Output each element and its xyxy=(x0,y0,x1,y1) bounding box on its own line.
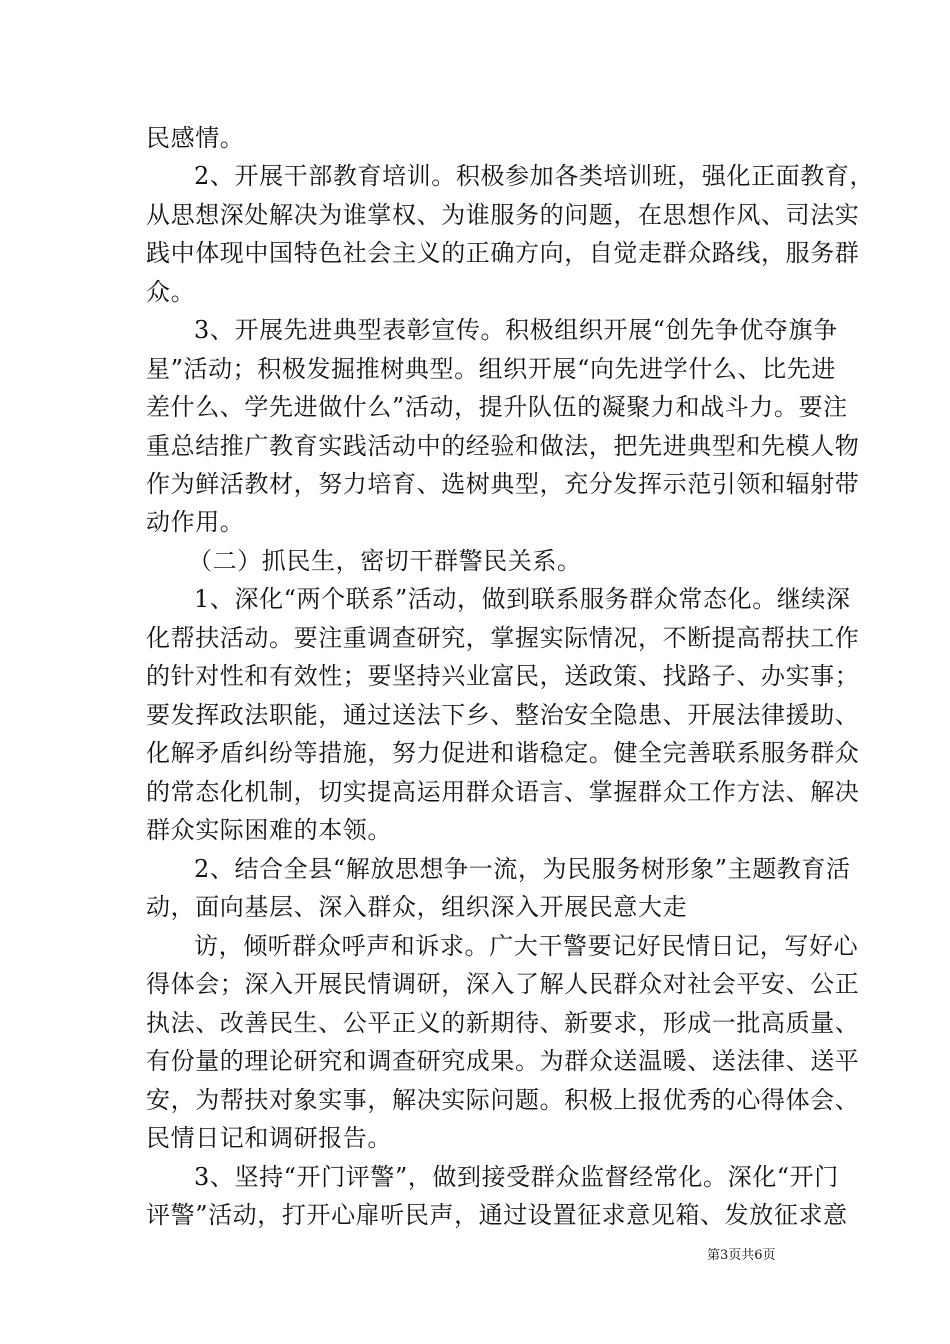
section-heading: （二）抓民生，密切干群警民关系。 xyxy=(188,547,582,575)
text-line: 作为鲜活教材，努力培育、选树典型，充分发挥示范引领和辐射带 xyxy=(146,470,860,498)
text-line: 民情日记和调研报告。 xyxy=(146,1124,392,1152)
text-line: 重总结推广教育实践活动中的经验和做法，把先进典型和先模人物 xyxy=(146,432,860,460)
text-line: 群众实际困难的本领。 xyxy=(146,816,392,844)
text-line: 的针对性和有效性；要坚持兴业富民，送政策、找路子、办实事； xyxy=(146,662,860,690)
page-number-footer: 第3页共6页 xyxy=(707,1248,776,1263)
text-line: 践中体现中国特色社会主义的正确方向，自觉走群众路线，服务群 xyxy=(146,239,860,267)
text-line: 民感情。 xyxy=(146,124,245,152)
text-line: 3、坚持“开门评警”，做到接受群众监督经常化。深化“开门 xyxy=(194,1163,839,1191)
text-line: 安，为帮扶对象实事，解决实际问题。积极上报优秀的心得体会、 xyxy=(146,1086,860,1114)
text-line: 星”活动；积极发掘推树典型。组织开展“向先进学什么、比先进 xyxy=(146,355,836,383)
text-line: 得体会；深入开展民情调研，深入了解人民群众对社会平安、公正 xyxy=(146,970,860,998)
text-line: 执法、改善民生、公平正义的新期待、新要求，形成一批高质量、 xyxy=(146,1009,860,1037)
text-line: 要发挥政法职能，通过送法下乡、整治安全隐患、开展法律援助、 xyxy=(146,701,860,729)
text-line: 2、开展干部教育培训。积极参加各类培训班，强化正面教育， xyxy=(194,162,875,190)
text-line: 访，倾听群众呼声和诉求。广大干警要记好民情日记，写好心 xyxy=(194,932,859,960)
text-line: 差什么、学先进做什么”活动，提升队伍的凝聚力和战斗力。要注 xyxy=(146,393,848,421)
text-line: 3、开展先进典型表彰宣传。积极组织开展“创先争优夺旗争 xyxy=(194,316,838,344)
text-line: 2、结合全县“解放思想争一流，为民服务树形象”主题教育活 xyxy=(194,855,851,883)
text-line: 的常态化机制，切实提高运用群众语言、掌握群众工作方法、解决 xyxy=(146,778,860,806)
text-line: 从思想深处解决为谁掌权、为谁服务的问题，在思想作风、司法实 xyxy=(146,201,860,229)
text-line: 动，面向基层、深入群众，组织深入开展民意大走 xyxy=(146,893,688,921)
text-line: 化解矛盾纠纷等措施，努力促进和谐稳定。健全完善联系服务群众 xyxy=(146,739,860,767)
text-line: 众。 xyxy=(146,278,196,306)
text-line: 有份量的理论研究和调查研究成果。为群众送温暖、送法律、送平 xyxy=(146,1047,860,1075)
text-line: 评警”活动，打开心扉听民声，通过设置征求意见箱、发放征求意 xyxy=(146,1201,848,1229)
text-line: 化帮扶活动。要注重调查研究，掌握实际情况，不断提高帮扶工作 xyxy=(146,624,860,652)
text-line: 1、深化“两个联系”活动，做到联系服务群众常态化。继续深 xyxy=(194,585,851,613)
text-line: 动作用。 xyxy=(146,508,245,536)
